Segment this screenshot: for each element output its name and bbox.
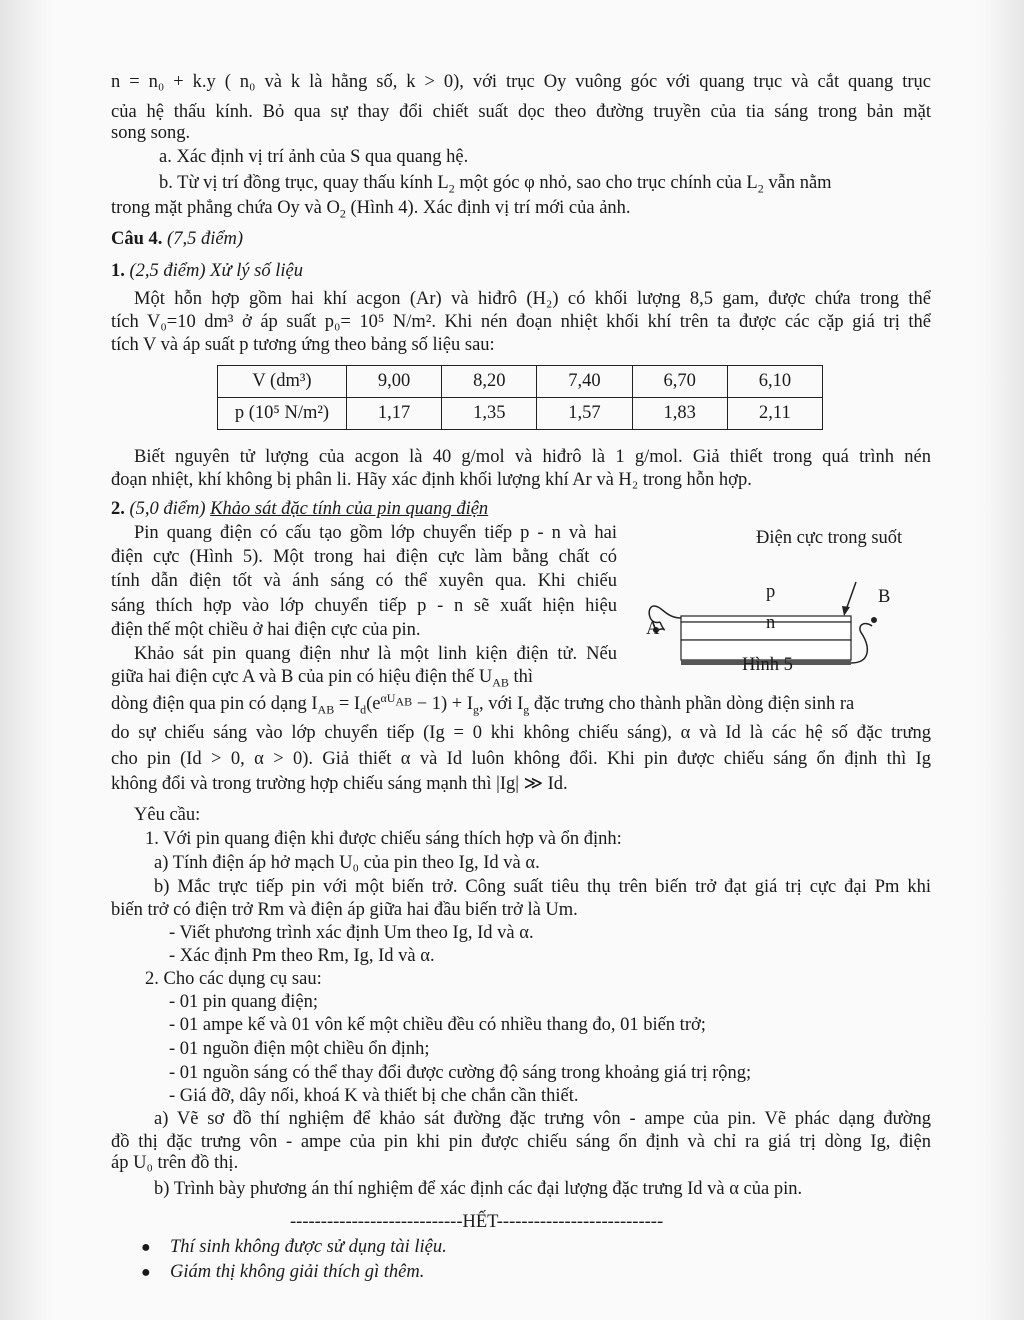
requirements-heading: Yêu cầu: xyxy=(134,805,201,825)
text-line: giữa hai điện cực A và B của pin có hiệu điện thế $U_{AB}$ thì xyxy=(111,667,534,690)
table-cell: 7,40 xyxy=(537,366,632,398)
table-cell: 8,20 xyxy=(442,366,537,398)
question-1: 1. Với pin quang điện khi được chiếu sáng thích hợp và ổn định: xyxy=(145,829,622,849)
text-line: đoạn nhiệt, khí không bị phân li. Hãy xác định khối lượng khí Ar và H₂ trong hỗn hợp. xyxy=(111,470,752,490)
question-2: 2. Cho các dụng cụ sau: xyxy=(145,969,322,989)
section-heading: Câu 4. (7,5 điểm) xyxy=(111,229,244,249)
list-item: - 01 nguồn điện một chiều ổn định; xyxy=(169,1039,430,1059)
table-row xyxy=(218,398,823,430)
figure-caption: Hình 5 xyxy=(742,655,793,675)
table-cell: 1,35 xyxy=(442,398,537,430)
note-line: Giám thị không giải thích gì thêm. xyxy=(170,1262,425,1282)
page-shadow-left xyxy=(0,0,54,1320)
text-line: đồ thị đặc trưng vôn - ampe của pin khi pin được chiếu sáng ổn định và chỉ ra giá trị dòng Ig, điện xyxy=(111,1132,931,1152)
figure-label-a: A xyxy=(646,619,660,639)
text-line: Khảo sát pin quang điện như là một linh kiện điện tử. Nếu xyxy=(134,644,617,664)
question-2b: b) Trình bày phương án thí nghiệm để xác định các đại lượng đặc trưng Id và α của pin. xyxy=(154,1179,803,1199)
table-cell: 1,83 xyxy=(632,398,727,430)
text-line: sáng thích hợp vào lớp chuyển tiếp p - n sẽ xuất hiện hiệu xyxy=(111,596,617,616)
table-cell: 6,10 xyxy=(727,366,822,398)
question-1a: a) Tính điện áp hở mạch U₀ của pin theo Ig, Id và α. xyxy=(154,853,540,873)
table-row xyxy=(218,366,823,398)
question-a: a. Xác định vị trí ảnh của S qua quang hệ. xyxy=(159,147,469,167)
text-line: tích V và áp suất p tương ứng theo bảng số liệu sau: xyxy=(111,335,495,355)
text-line: tích V₀=10 dm³ ở áp suất p₀= 10⁵ N/m². Khi nén đoạn nhiệt khối khí trên ta được các cặp giá trị thể xyxy=(111,312,931,332)
table-cell: 9,00 xyxy=(347,366,442,398)
text-line: của hệ thấu kính. Bỏ qua sự thay đổi chiết suất dọc theo đường truyền của tia sáng trong bản mặt xyxy=(111,102,931,122)
table-header-cell: V (dm³) xyxy=(218,366,347,398)
table-cell: 2,11 xyxy=(727,398,822,430)
question-2a: a) Vẽ sơ đồ thí nghiệm để khảo sát đường đặc trưng vôn - ampe của pin. Vẽ phác dạng đường xyxy=(154,1109,931,1129)
page-shadow-right xyxy=(974,0,1024,1320)
data-table xyxy=(217,365,823,430)
text-line: cho pin (Id > 0, α > 0). Giả thiết α và Id luôn không đổi. Khi pin được chiếu sáng ổn định thì Ig xyxy=(111,749,931,769)
text-line: Biết nguyên tử lượng của acgon là 40 g/mol và hiđrô là 1 g/mol. Giả thiết trong quá trình nén xyxy=(134,447,931,467)
text-line: Một hỗn hợp gồm hai khí acgon (Ar) và hiđrô (H₂) có khối lượng 8,5 gam, được chứa trong thể xyxy=(134,289,931,309)
end-marker: ----------------------------HẾT--------------------------- xyxy=(290,1212,664,1232)
list-item: - Giá đỡ, dây nối, khoá K và thiết bị che chắn cần thiết. xyxy=(169,1086,579,1106)
list-item: - Xác định Pm theo Rm, Ig, Id và α. xyxy=(169,946,435,966)
text-line: trong mặt phẳng chứa Oy và $O_2$ (Hình 4). Xác định vị trí mới của ảnh. xyxy=(111,198,631,221)
figure-label-b: B xyxy=(878,587,891,607)
text-line: biến trở có điện trở Rm và điện áp giữa hai đầu biến trở là Um. xyxy=(111,900,578,920)
text-line: điện cực (Hình 5). Một trong hai điện cực làm bằng chất có xyxy=(111,547,617,567)
text-line: áp U₀ trên đồ thị. xyxy=(111,1153,239,1173)
table-cell: 6,70 xyxy=(632,366,727,398)
text-line: Pin quang điện có cấu tạo gồm lớp chuyển tiếp p - n và hai xyxy=(134,523,617,543)
figure-label-transparent-electrode: Điện cực trong suốt xyxy=(756,528,903,548)
note-line: Thí sinh không được sử dụng tài liệu. xyxy=(170,1237,447,1257)
text-line: song song. xyxy=(111,123,191,143)
table-cell: 1,17 xyxy=(347,398,442,430)
text-line: điện thế một chiều ở hai điện cực của pin. xyxy=(111,620,421,640)
text-line: không đổi và trong trường hợp chiếu sáng mạnh thì |Ig| ≫ Id. xyxy=(111,774,568,794)
formula-line: dòng điện qua pin có dạng $I_{AB} = I_d(e^{\alpha U_{AB}} - 1) + I_g$, với $I_g$ đặc trưng cho thành phần dòng điện sinh ra xyxy=(111,690,855,717)
list-item: - 01 nguồn sáng có thể thay đổi được cường độ sáng trong khoảng giá trị rộng; xyxy=(169,1063,752,1083)
list-item: - 01 ampe kế và 01 vôn kế một chiều đều có nhiều thang đo, 01 biến trở; xyxy=(169,1015,706,1035)
figure-label-p: p xyxy=(766,582,776,602)
question-b: b. Từ vị trí đồng trục, quay thấu kính $L_2$ một góc φ nhỏ, sao cho trục chính của $L_2$ vẫn nằm xyxy=(159,173,832,196)
text-line: tính dẫn điện tốt và ánh sáng có thể xuyên qua. Khi chiếu xyxy=(111,571,617,591)
list-item: - 01 pin quang điện; xyxy=(169,992,319,1012)
subsection-heading: 1. (2,5 điểm) Xử lý số liệu xyxy=(111,261,303,281)
table-cell: 1,57 xyxy=(537,398,632,430)
figure-label-n: n xyxy=(766,613,776,633)
question-1b: b) Mắc trực tiếp pin với một biến trở. Công suất tiêu thụ trên biến trở đạt giá trị cực đại Pm khi xyxy=(154,877,931,897)
subsection-heading: 2. (5,0 điểm) Khảo sát đặc tính của pin quang điện xyxy=(111,499,489,519)
text-line: n = n₀ + k.y ( n₀ và k là hằng số, k > 0), với trục Oy vuông góc với quang trục và cắt quang trục xyxy=(111,72,931,92)
list-item: - Viết phương trình xác định Um theo Ig, Id và α. xyxy=(169,923,534,943)
bullet-icon: ● xyxy=(141,1239,151,1256)
bullet-icon: ● xyxy=(141,1264,151,1281)
text-line: do sự chiếu sáng vào lớp chuyển tiếp (Ig = 0 khi không chiếu sáng), α và Id là các hệ số đặc trưng xyxy=(111,723,931,743)
table-header-cell: p (10⁵ N/m²) xyxy=(218,398,347,430)
